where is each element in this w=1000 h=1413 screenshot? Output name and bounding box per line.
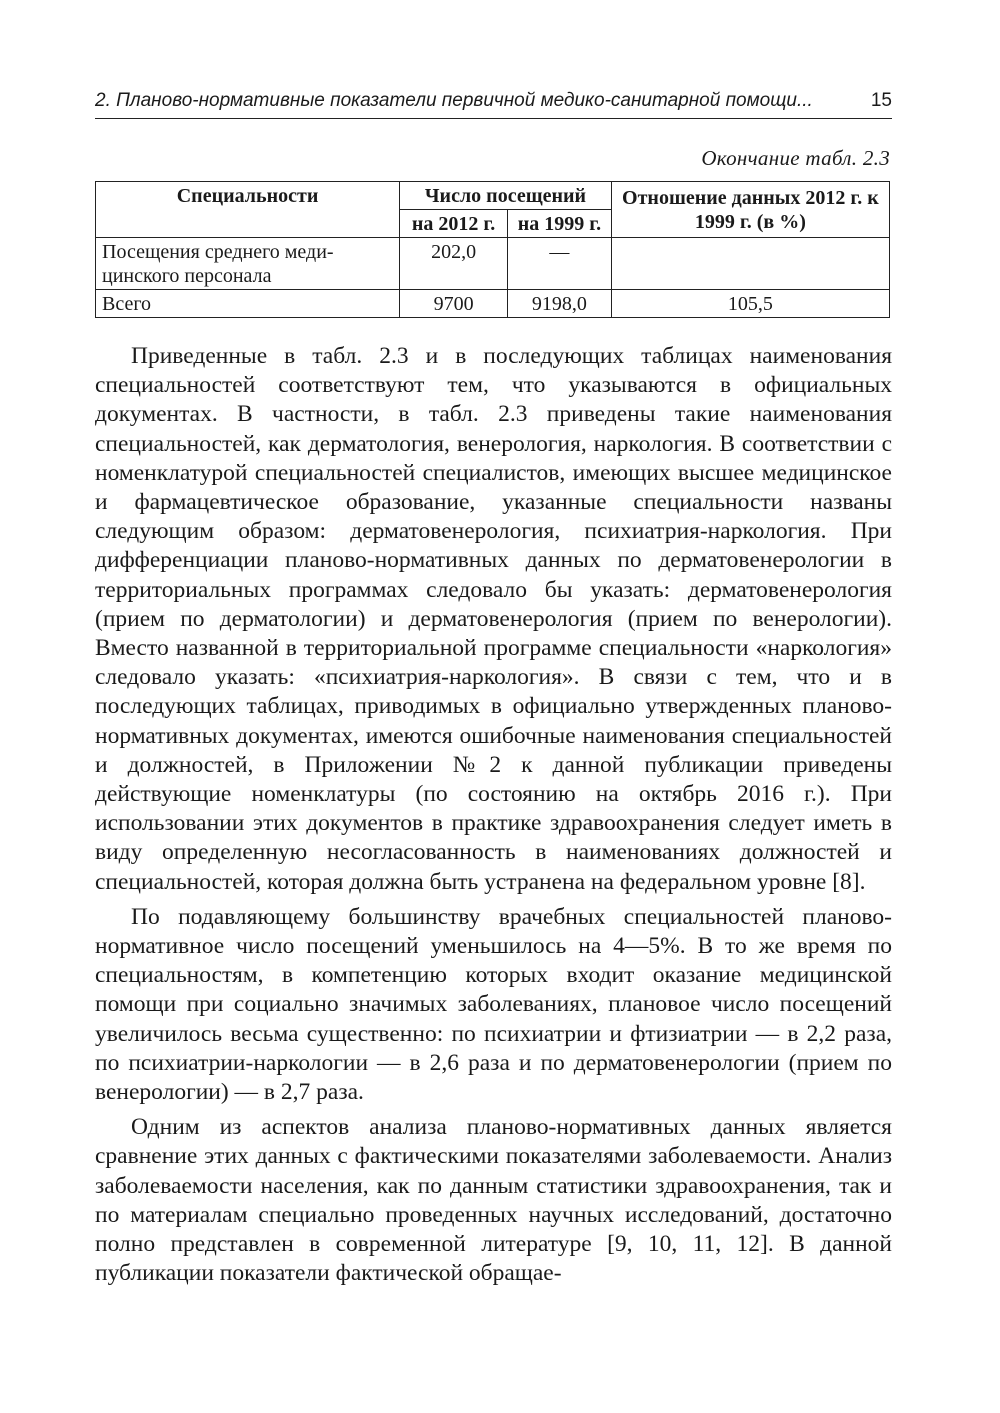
row-ratio: 105,5	[611, 290, 889, 318]
row-value-1999: —	[508, 238, 612, 290]
header-ratio: Отношение данных 2012 г. к 1999 г. (в %)	[611, 182, 889, 238]
running-head-title: 2. Планово-нормативные показатели первичной медико-санитарной помощи...	[95, 90, 813, 111]
body-text	[95, 342, 892, 1295]
paragraph: По подавляющему большинству врачебных специальностей планово-нормативное число посещений уменьшилось на 4—5%. В то же время по специальностям, в компетенцию которых входит оказание медицинской помощи при социально значимых заболеваниях, плановое число посещений увеличилось весьма существенно: по психиатрии и фтизиатрии — в 2,2 раза, по психиатрии-наркологии — в 2,6 раза и по дерматовенерологии (прием по венерологии) — в 2,7 раза.	[95, 903, 892, 1106]
row-value-2012: 9700	[400, 290, 508, 318]
row-value-1999: 9198,0	[508, 290, 612, 318]
row-name: Посещения среднего меди-цинского персонала	[96, 238, 400, 290]
table-row	[96, 238, 890, 290]
table-header-row	[96, 182, 890, 210]
header-year-1999: на 1999 г.	[508, 210, 612, 238]
header-specialties: Специальности	[96, 182, 400, 238]
table-caption: Окончание табл. 2.3	[701, 146, 890, 170]
row-name: Всего	[96, 290, 400, 318]
row-value-2012: 202,0	[400, 238, 508, 290]
header-visits: Число посещений	[400, 182, 612, 210]
running-head	[95, 88, 892, 119]
specialties-table	[95, 181, 890, 318]
row-ratio	[611, 238, 889, 290]
table-row	[96, 290, 890, 318]
paragraph: Одним из аспектов анализа планово-нормативных данных является сравнение этих данных с фактическими показателями заболеваемости. Анализ заболеваемости населения, как по данным статистики здравоохранения, так и по материалам специально проведенных научных исследований, достаточно полно представлен в современной литературе [9, 10, 11, 12]. В данной публикации показатели фактической обращае-	[95, 1114, 892, 1287]
header-year-2012: на 2012 г.	[400, 210, 508, 238]
paragraph: Приведенные в табл. 2.3 и в последующих таблицах наименования специальностей соответствуют тем, что указываются в официальных документах. В частности, в табл. 2.3 приведены такие наименования специальностей, как дерматология, венерология, наркология. В соответствии с номенклатурой специальностей специалистов, имеющих высшее медицинское и фармацевтическое образование, указанные специальности названы следующим образом: дерматовенерология, психиатрия-наркология. При дифференциации планово-нормативных данных по дерматовенерологии в территориальных программах следовало бы указать: дерматовенерология (прием по дерматологии) и дерматовенерология (прием по венерологии). Вместо названной в территориальной программе специальности «наркология» следовало указать: «психиатрия-наркология». В связи с тем, что и в последующих таблицах, приводимых в официально утвержденных планово-нормативных документах, имеются ошибочные наименования специальностей и должностей, в Приложении №2 к данной публикации приведены действующие номенклатуры (по состоянию на октябрь 2016 г.). При использовании этих документов в практике здравоохранения следует иметь в виду определенную несогласованность в наименованиях должностей и специальностей, которая должна быть устранена на федеральном уровне [8].	[95, 343, 892, 895]
page-number: 15	[870, 90, 892, 111]
